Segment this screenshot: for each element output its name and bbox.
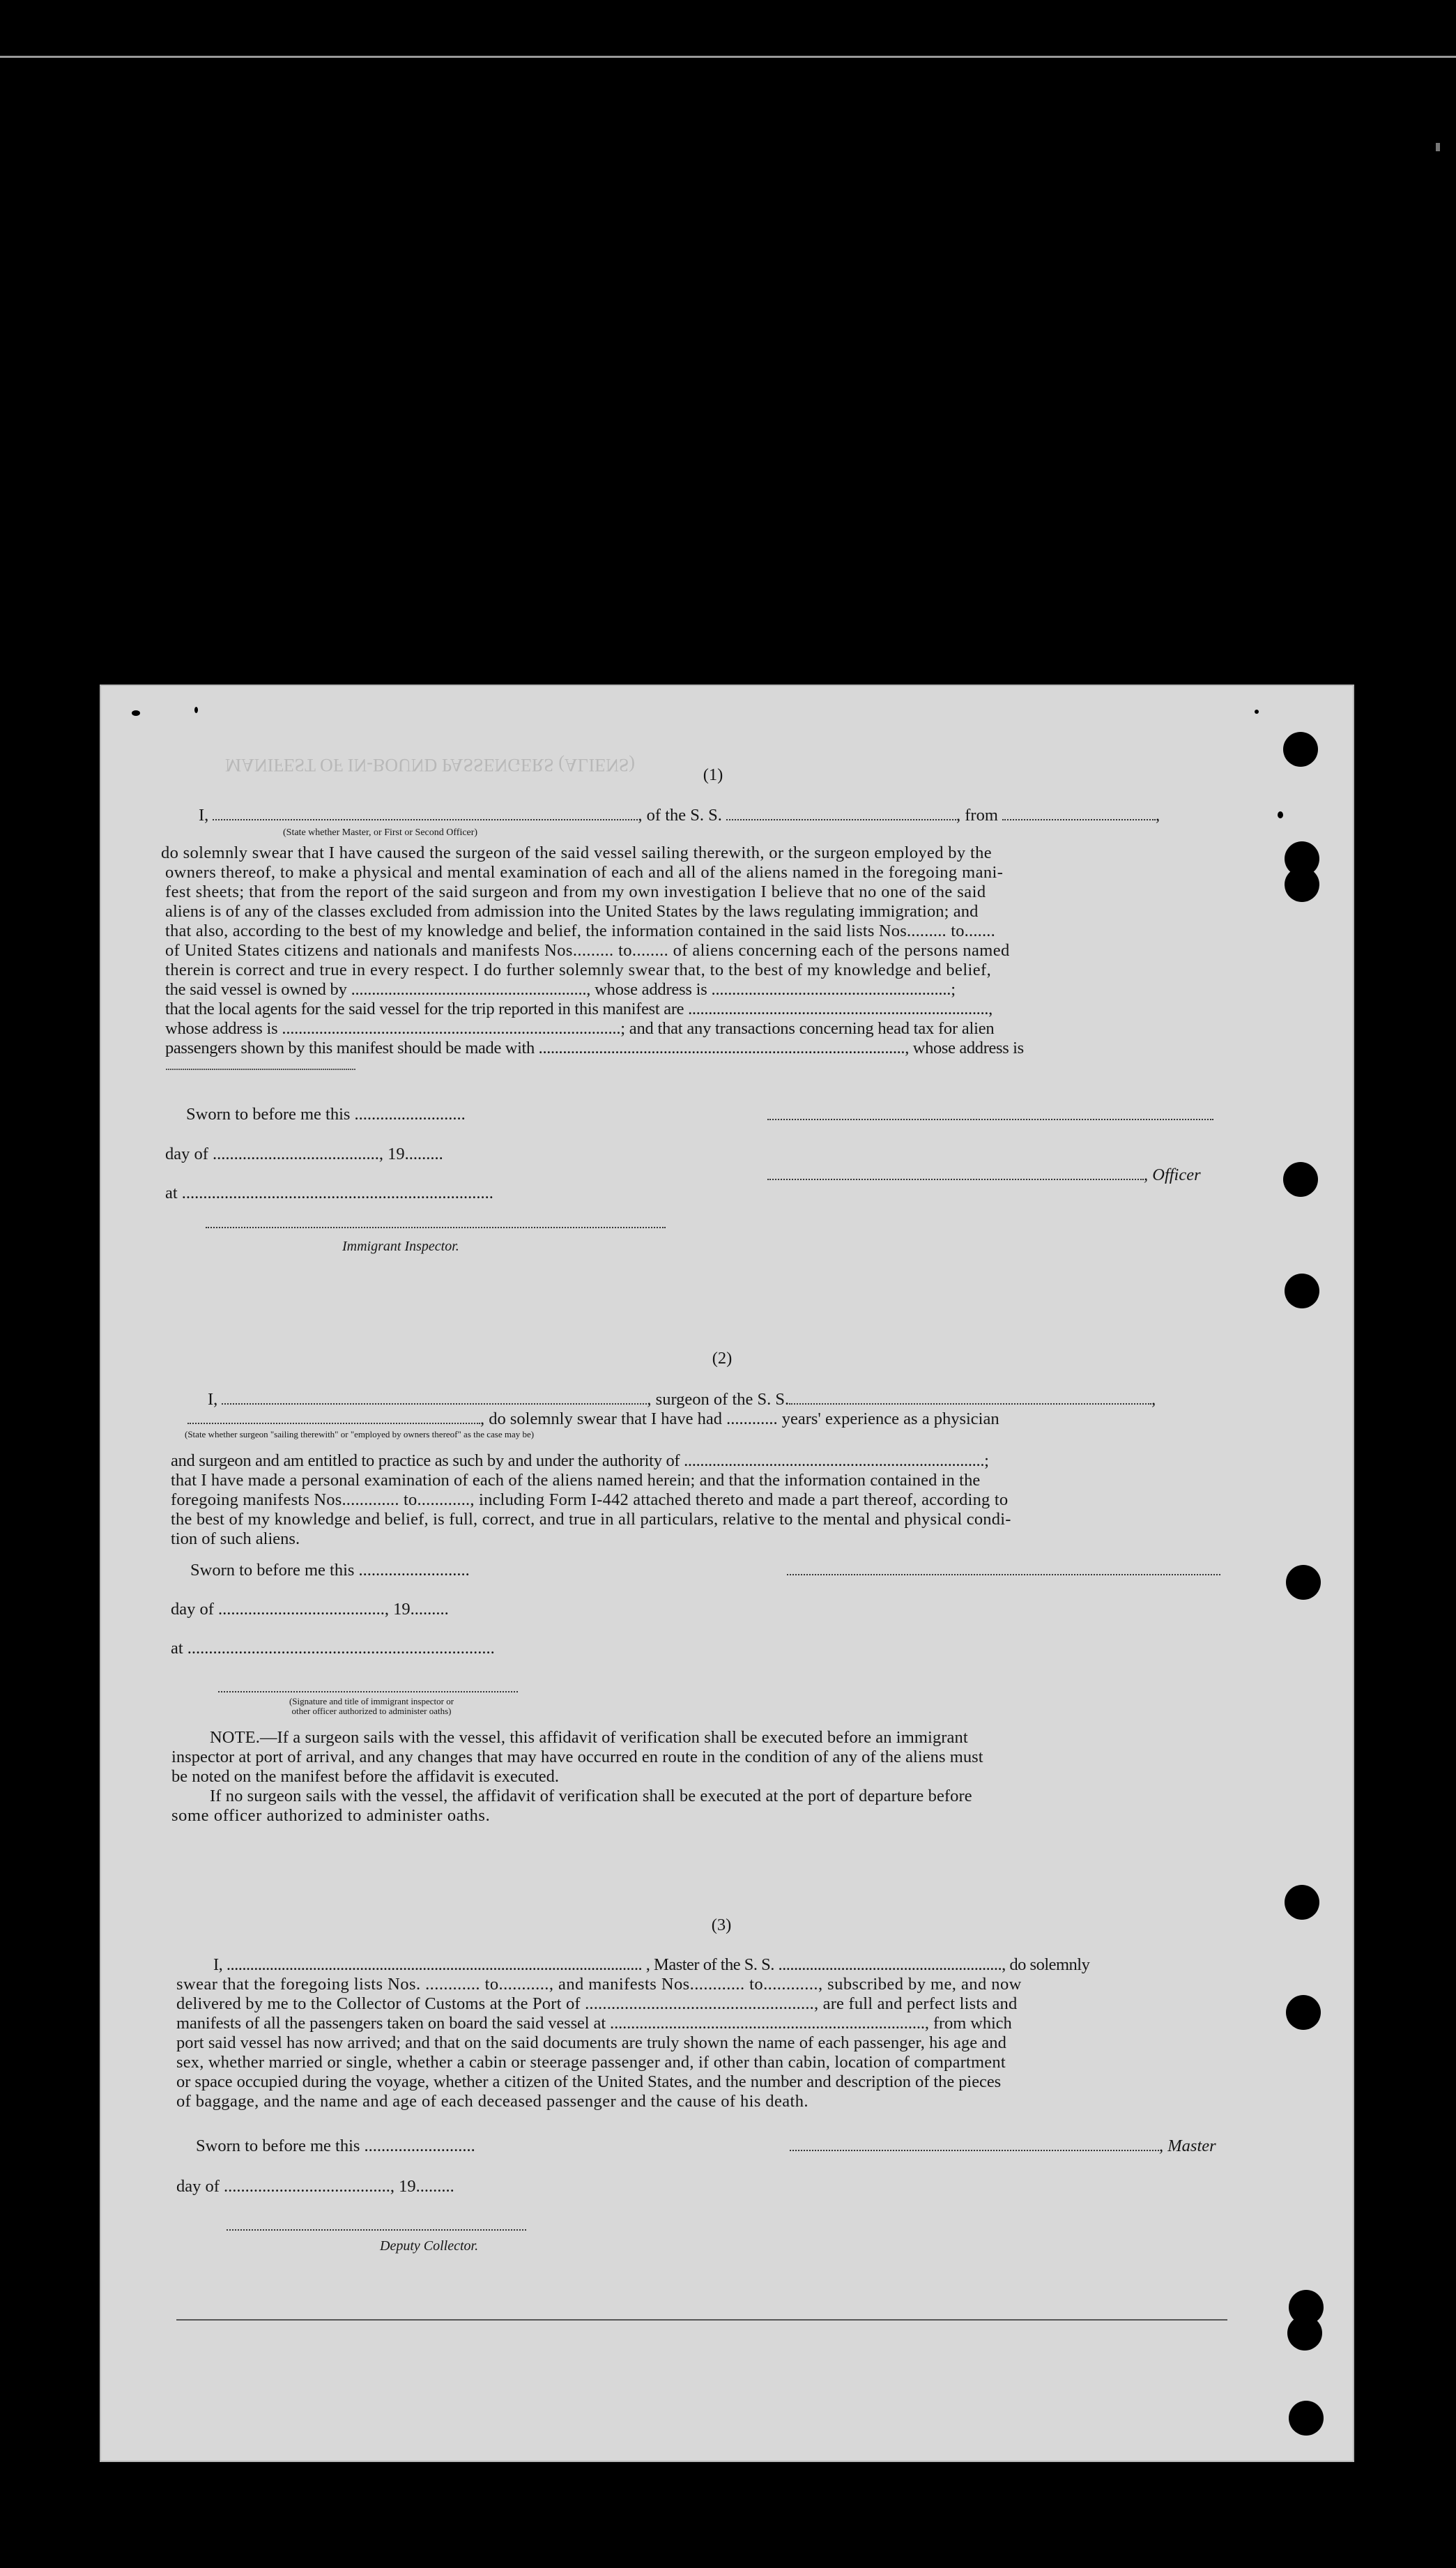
text-line: foregoing manifests Nos............. to............, including Form I-442 attached thereto and made a part thereof, according to <box>171 1490 1009 1509</box>
punch-hole <box>1283 732 1318 767</box>
text-line: ........................................................................................... <box>165 1061 355 1073</box>
section-2-signature-note: (Signature and title of immigrant inspector or other officer authorized to administer oaths) <box>289 1696 454 1716</box>
text-line: port said vessel has now arrived; and that on the said documents are truly shown the name of each passenger, his age and <box>176 2033 1006 2052</box>
text-line: owners thereof, to make a physical and mental examination of each and all of the aliens named in the foregoing mani- <box>165 863 1004 882</box>
text-line: of United States citizens and nationals and manifests Nos......... to........ of aliens concerning each of the persons named <box>165 941 1010 960</box>
section-1-officer-line: , Officer <box>767 1165 1201 1185</box>
section-3-collector-signature-line <box>227 2217 526 2231</box>
section-1-sworn-line: Sworn to before me this .......................... <box>186 1105 466 1124</box>
manifest-affidavit-page <box>100 685 1354 2462</box>
text-line: that also, according to the best of my knowledge and belief, the information contained in the said lists Nos......... to....... <box>165 922 995 940</box>
text-line: the best of my knowledge and belief, is full, correct, and true in all particulars, relative to the mental and physical condi- <box>171 1510 1011 1529</box>
section-3-number: (3) <box>711 1916 732 1934</box>
speck <box>1278 811 1283 818</box>
punch-hole <box>1283 1162 1318 1197</box>
section-2-number: (2) <box>712 1349 733 1368</box>
punch-hole <box>1289 2401 1324 2436</box>
text-line: that I have made a personal examination of each of the aliens named herein; and that the information contained in the <box>171 1471 981 1490</box>
punch-hole <box>1287 2316 1322 2351</box>
text-line: therein is correct and true in every respect. I do further solemnly swear that, to the best of my knowledge and belief, <box>165 961 992 979</box>
section-3-collector-label: Deputy Collector. <box>380 2238 479 2254</box>
section-3-sworn-line: Sworn to before me this .......................... <box>196 2137 475 2155</box>
text-line: be noted on the manifest before the affidavit is executed. <box>171 1767 560 1786</box>
text-line: aliens is of any of the classes excluded from admission into the United States by the laws regulating immigration; and <box>165 902 979 921</box>
text-line: fest sheets; that from the report of the said surgeon and from my own investigation I believe that no one of the said <box>165 882 986 901</box>
section-1-at-line: at ......................................................................... <box>165 1184 493 1202</box>
section-3-master-line: , Master <box>790 2137 1216 2156</box>
text-line: that the local agents for the said vessel for the trip reported in this manifest are .........................................................................., <box>165 1000 993 1018</box>
punch-hole <box>1285 1885 1319 1920</box>
speck <box>1255 710 1259 714</box>
section-2-surgeon-note: (State whether surgeon "sailing therewith" or "employed by owners thereof" as the case may be) <box>185 1429 535 1439</box>
text-line: tion of such aliens. <box>171 1529 300 1548</box>
text-line: or space occupied during the voyage, whether a citizen of the United States, and the number and description of the pieces <box>176 2072 1002 2091</box>
section-2-sworn-line: Sworn to before me this .......................... <box>190 1561 470 1580</box>
text-line: do solemnly swear that I have caused the surgeon of the said vessel sailing therewith, or the surgeon employed by the <box>161 843 992 862</box>
text-line: of baggage, and the name and age of each deceased passenger and the cause of his death. <box>176 2092 809 2111</box>
text-line: sex, whether married or single, whether a cabin or steerage passenger and, if other than cabin, location of compartment <box>176 2053 1006 2072</box>
text-line: I, .......................................................................................................... , Master of the S. S. ........................................................., do solemnly <box>213 1955 1090 1974</box>
section-2-day-line: day of ......................................., 19......... <box>171 1600 449 1619</box>
text-line: inspector at port of arrival, and any changes that may have occurred en route in the condition of any of the aliens must <box>171 1748 983 1766</box>
section-1-inspector-label: Immigrant Inspector. <box>342 1239 459 1254</box>
text-line: swear that the foregoing lists Nos. ............ to..........., and manifests Nos............ to............, subscribed by me, and now <box>176 1975 1022 1994</box>
bleed-through-text: MANIFEST OF IN-BOUND PASSENGERS (ALIENS) <box>225 755 635 775</box>
film-edge-strip <box>0 0 1456 58</box>
section-2-at-line: at ........................................................................ <box>171 1639 495 1658</box>
section-1-number: (1) <box>703 765 723 784</box>
section-1-intro-line: I, , of the S. S. , from , <box>199 806 1160 825</box>
speck <box>132 710 140 716</box>
text-line: manifests of all the passengers taken on board the said vessel at ..........................................................................., from which <box>176 2014 1012 2033</box>
text-line: the said vessel is owned by ........................................................., whose address is ..........................................................; <box>165 980 956 999</box>
section-1-officer-signature-top-line <box>767 1106 1213 1120</box>
punch-hole <box>1285 867 1319 902</box>
text-line: NOTE.—If a surgeon sails with the vessel, this affidavit of verification shall be executed before an immigrant <box>210 1728 968 1747</box>
punch-hole <box>1285 1274 1319 1308</box>
text-line: If no surgeon sails with the vessel, the affidavit of verification shall be executed at the port of departure before <box>210 1787 972 1805</box>
text-line: some officer authorized to administer oaths. <box>171 1806 491 1825</box>
section-1-officer-note: (State whether Master, or First or Second Officer) <box>283 827 478 838</box>
text-line: delivered by me to the Collector of Customs at the Port of ...................................................., are full and perfect lists and <box>176 1994 1018 2013</box>
section-2-signature-line <box>787 1561 1220 1575</box>
speck <box>194 707 198 713</box>
text-line: passengers shown by this manifest should be made with ..........................................................................................., whose address is <box>165 1039 1024 1057</box>
section-2-inspector-signature-line <box>218 1679 518 1692</box>
section-2-intro-line: I, , surgeon of the S. S. , <box>208 1390 1156 1409</box>
section-1-day-line: day of ......................................., 19......... <box>165 1145 443 1163</box>
section-3-day-line: day of ......................................., 19......... <box>176 2177 454 2196</box>
punch-hole <box>1286 1995 1321 2030</box>
film-tick-mark <box>1436 143 1440 151</box>
bottom-rule <box>176 2319 1227 2321</box>
punch-hole <box>1286 1565 1321 1600</box>
text-line: and surgeon and am entitled to practice as such by and under the authority of ..........................................................................; <box>171 1451 989 1470</box>
text-line: whose address is ..................................................................................; and that any transactions concerning head tax for alien <box>165 1019 995 1038</box>
section-2-experience-line: , do solemnly swear that I have had ............ years' experience as a physician <box>187 1409 999 1429</box>
section-1-inspector-signature-line <box>206 1214 666 1228</box>
